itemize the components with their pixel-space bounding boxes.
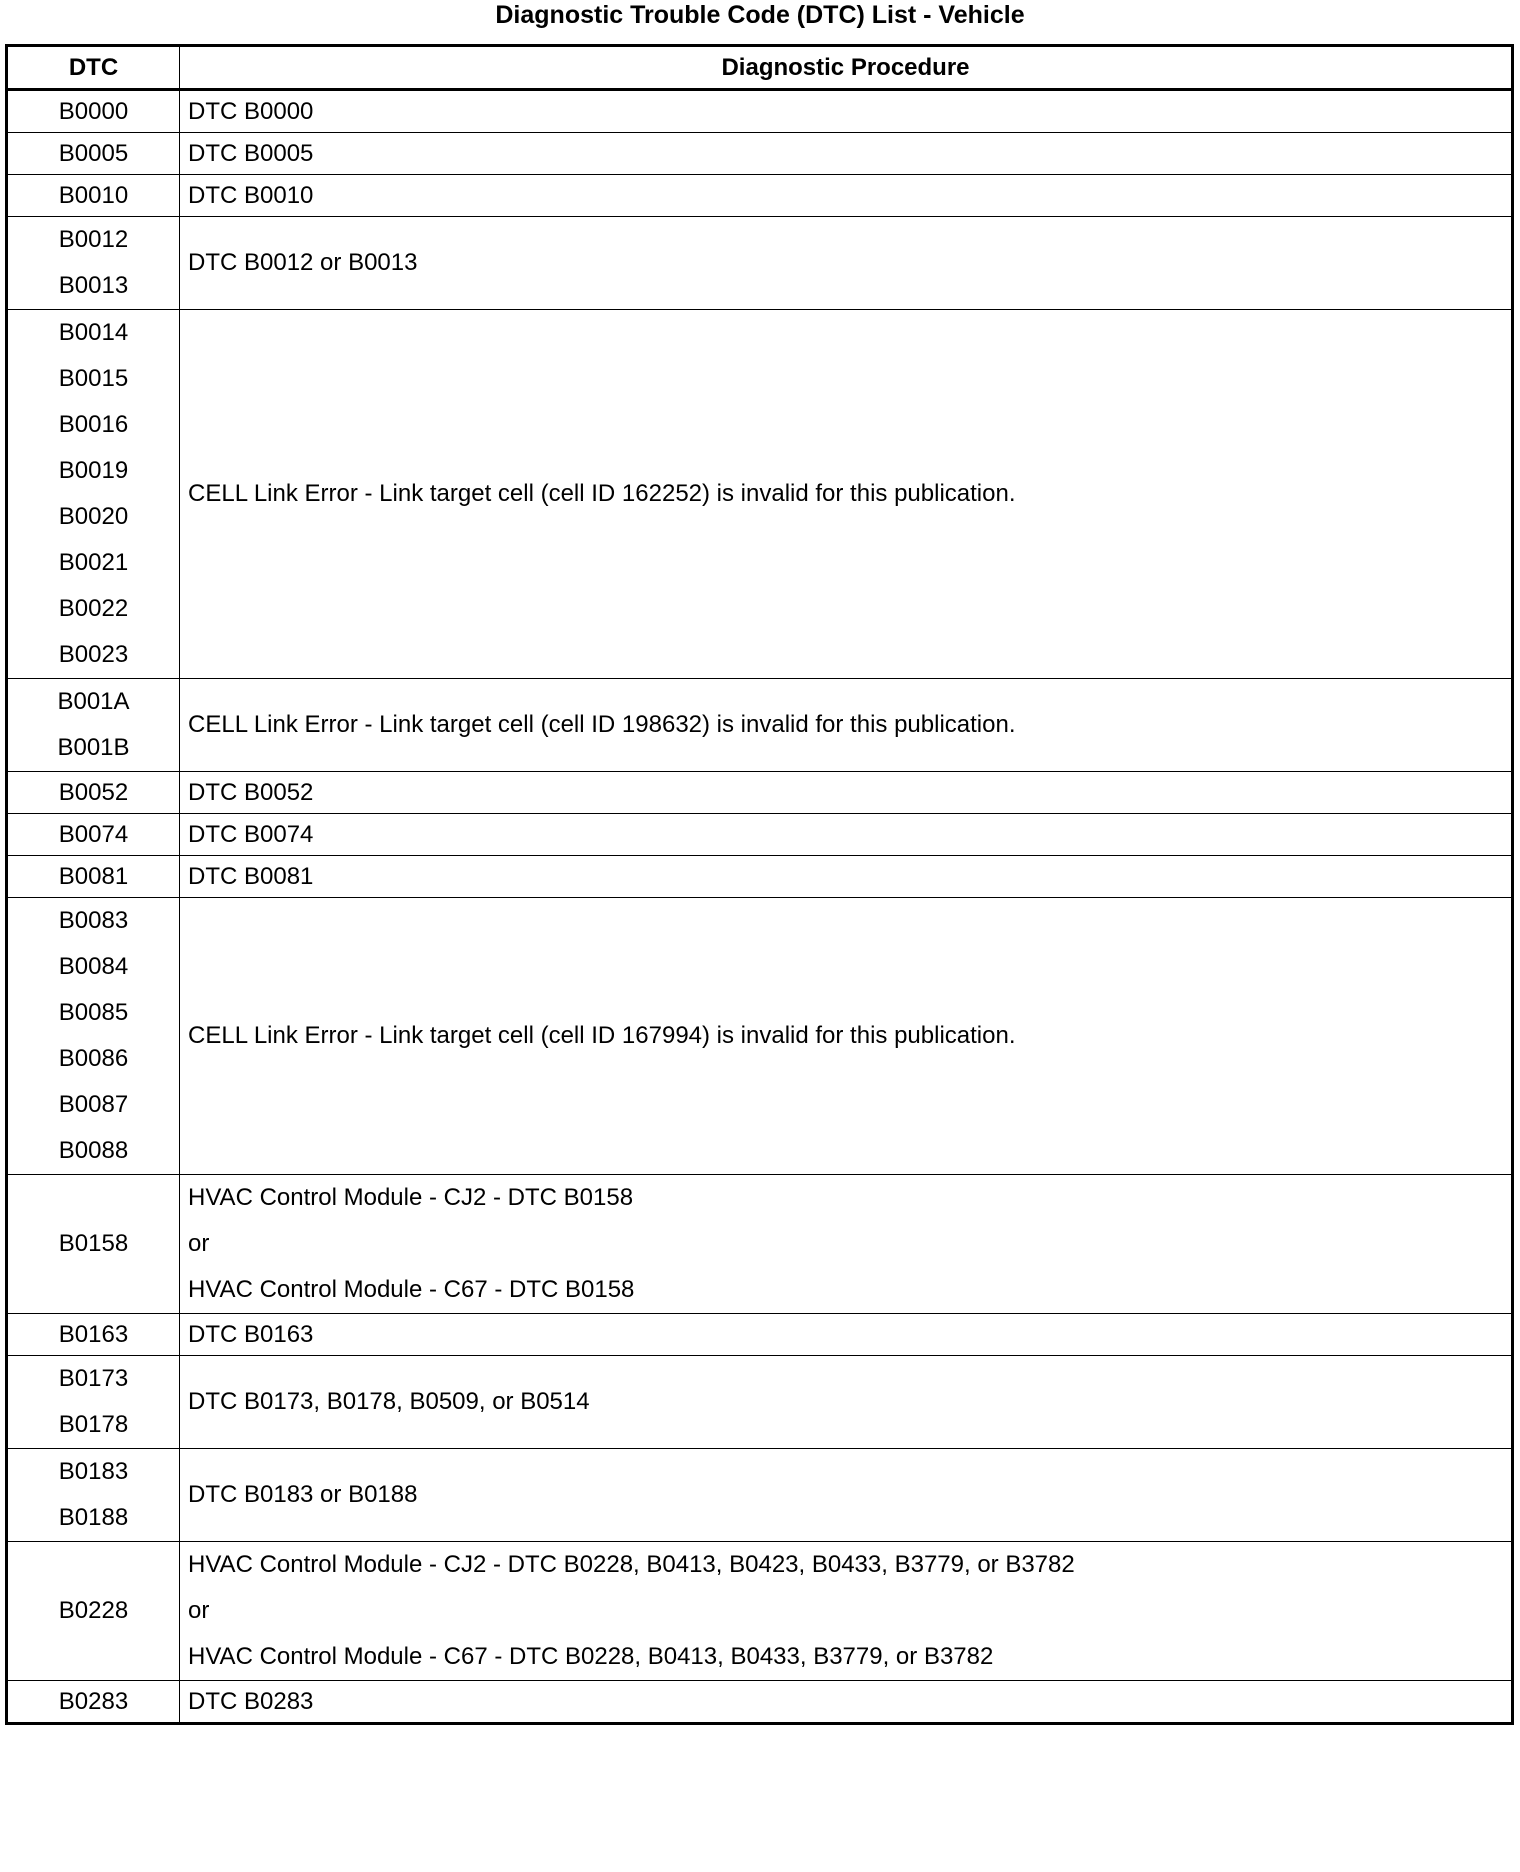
dtc-code: B0020 xyxy=(58,503,129,530)
procedure-text: DTC B0052 xyxy=(188,779,314,806)
page-title: Diagnostic Trouble Code (DTC) List - Vehicle xyxy=(495,1,1025,29)
table-row xyxy=(7,772,1513,814)
dtc-code-cell xyxy=(7,856,180,898)
dtc-code-cell xyxy=(7,1314,180,1356)
dtc-code: B0019 xyxy=(58,457,129,484)
procedure-cell xyxy=(180,310,1513,679)
dtc-code-cell xyxy=(7,217,180,310)
dtc-code: B0163 xyxy=(58,1321,129,1348)
procedure-text: HVAC Control Module - C67 - DTC B0158 xyxy=(188,1276,635,1303)
dtc-code: B001A xyxy=(57,688,130,715)
procedure-text: DTC B0173, B0178, B0509, or B0514 xyxy=(188,1388,590,1415)
dtc-code: B0088 xyxy=(58,1137,129,1164)
table-row xyxy=(7,133,1513,175)
procedure-cell xyxy=(180,814,1513,856)
procedure-text: DTC B0000 xyxy=(188,98,314,125)
procedure-text: HVAC Control Module - C67 - DTC B0228, B0413, B0433, B3779, or B3782 xyxy=(188,1643,994,1670)
procedure-text: DTC B0163 xyxy=(188,1321,314,1348)
table-row xyxy=(7,679,1513,772)
table-row xyxy=(7,1314,1513,1356)
table-row xyxy=(7,814,1513,856)
dtc-code: B0188 xyxy=(58,1504,129,1531)
procedure-text: DTC B0081 xyxy=(188,863,314,890)
table-row xyxy=(7,1175,1513,1314)
dtc-code: B0085 xyxy=(58,999,129,1026)
dtc-code-cell xyxy=(7,175,180,217)
dtc-code: B0084 xyxy=(58,953,129,980)
dtc-code: B0000 xyxy=(58,98,129,125)
table-header-row xyxy=(7,46,1513,90)
procedure-text: DTC B0283 xyxy=(188,1688,314,1715)
table-row xyxy=(7,217,1513,310)
dtc-code: B0010 xyxy=(58,182,129,209)
procedure-cell xyxy=(180,1542,1513,1681)
procedure-text: or xyxy=(188,1230,210,1257)
table-row xyxy=(7,90,1513,133)
dtc-code: B0013 xyxy=(58,272,129,299)
procedure-cell xyxy=(180,133,1513,175)
dtc-code: B0173 xyxy=(58,1365,129,1392)
dtc-code: B0014 xyxy=(58,319,129,346)
dtc-code: B0283 xyxy=(58,1688,129,1715)
table-body xyxy=(7,90,1513,1724)
table-row xyxy=(7,856,1513,898)
dtc-code-cell xyxy=(7,1542,180,1681)
table-row xyxy=(7,1542,1513,1681)
procedure-text: CELL Link Error - Link target cell (cell ID 198632) is invalid for this publication. xyxy=(188,711,1016,738)
dtc-code-cell xyxy=(7,133,180,175)
procedure-cell xyxy=(180,175,1513,217)
procedure-cell xyxy=(180,1175,1513,1314)
dtc-code: B0228 xyxy=(58,1597,129,1624)
dtc-code-cell xyxy=(7,1449,180,1542)
dtc-code: B0086 xyxy=(58,1045,129,1072)
procedure-text: HVAC Control Module - CJ2 - DTC B0228, B0413, B0423, B0433, B3779, or B3782 xyxy=(188,1551,1075,1578)
column-header-dtc: DTC xyxy=(7,46,180,90)
dtc-table xyxy=(5,44,1514,1725)
procedure-cell xyxy=(180,1356,1513,1449)
dtc-code: B0052 xyxy=(58,779,129,806)
dtc-code: B0087 xyxy=(58,1091,129,1118)
procedure-cell xyxy=(180,90,1513,133)
dtc-code-cell xyxy=(7,1356,180,1449)
procedure-cell xyxy=(180,1314,1513,1356)
table-row xyxy=(7,1681,1513,1724)
procedure-text: CELL Link Error - Link target cell (cell ID 162252) is invalid for this publication. xyxy=(188,480,1016,507)
procedure-cell xyxy=(180,1449,1513,1542)
procedure-cell xyxy=(180,1681,1513,1724)
dtc-code: B0022 xyxy=(58,595,129,622)
dtc-code: B0012 xyxy=(58,226,129,253)
dtc-code: B0158 xyxy=(58,1230,129,1257)
dtc-code-cell xyxy=(7,1175,180,1314)
procedure-cell xyxy=(180,856,1513,898)
column-header-procedure: Diagnostic Procedure xyxy=(180,46,1513,90)
dtc-code-cell xyxy=(7,772,180,814)
dtc-code-cell xyxy=(7,1681,180,1724)
dtc-code: B0005 xyxy=(58,140,129,167)
dtc-code-cell xyxy=(7,310,180,679)
procedure-cell xyxy=(180,898,1513,1175)
procedure-cell xyxy=(180,772,1513,814)
procedure-text: DTC B0010 xyxy=(188,182,314,209)
table-row xyxy=(7,1449,1513,1542)
dtc-code: B001B xyxy=(57,734,130,761)
procedure-text: CELL Link Error - Link target cell (cell ID 167994) is invalid for this publication. xyxy=(188,1022,1016,1049)
dtc-code: B0023 xyxy=(58,641,129,668)
procedure-text: DTC B0005 xyxy=(188,140,314,167)
table-row xyxy=(7,1356,1513,1449)
dtc-code: B0021 xyxy=(58,549,129,576)
dtc-code: B0016 xyxy=(58,411,129,438)
procedure-cell xyxy=(180,679,1513,772)
table-row xyxy=(7,310,1513,679)
dtc-code-cell xyxy=(7,679,180,772)
dtc-code-cell xyxy=(7,898,180,1175)
dtc-code: B0015 xyxy=(58,365,129,392)
dtc-code-cell xyxy=(7,814,180,856)
procedure-text: DTC B0074 xyxy=(188,821,314,848)
dtc-code: B0178 xyxy=(58,1411,129,1438)
procedure-text: HVAC Control Module - CJ2 - DTC B0158 xyxy=(188,1184,634,1211)
table-row xyxy=(7,898,1513,1175)
dtc-code: B0081 xyxy=(58,863,129,890)
procedure-text: or xyxy=(188,1597,210,1624)
procedure-text: DTC B0012 or B0013 xyxy=(188,249,418,276)
procedure-text: DTC B0183 or B0188 xyxy=(188,1481,418,1508)
dtc-code-cell xyxy=(7,90,180,133)
dtc-code: B0083 xyxy=(58,907,129,934)
table-row xyxy=(7,175,1513,217)
dtc-code: B0183 xyxy=(58,1458,129,1485)
procedure-cell xyxy=(180,217,1513,310)
dtc-code: B0074 xyxy=(58,821,129,848)
